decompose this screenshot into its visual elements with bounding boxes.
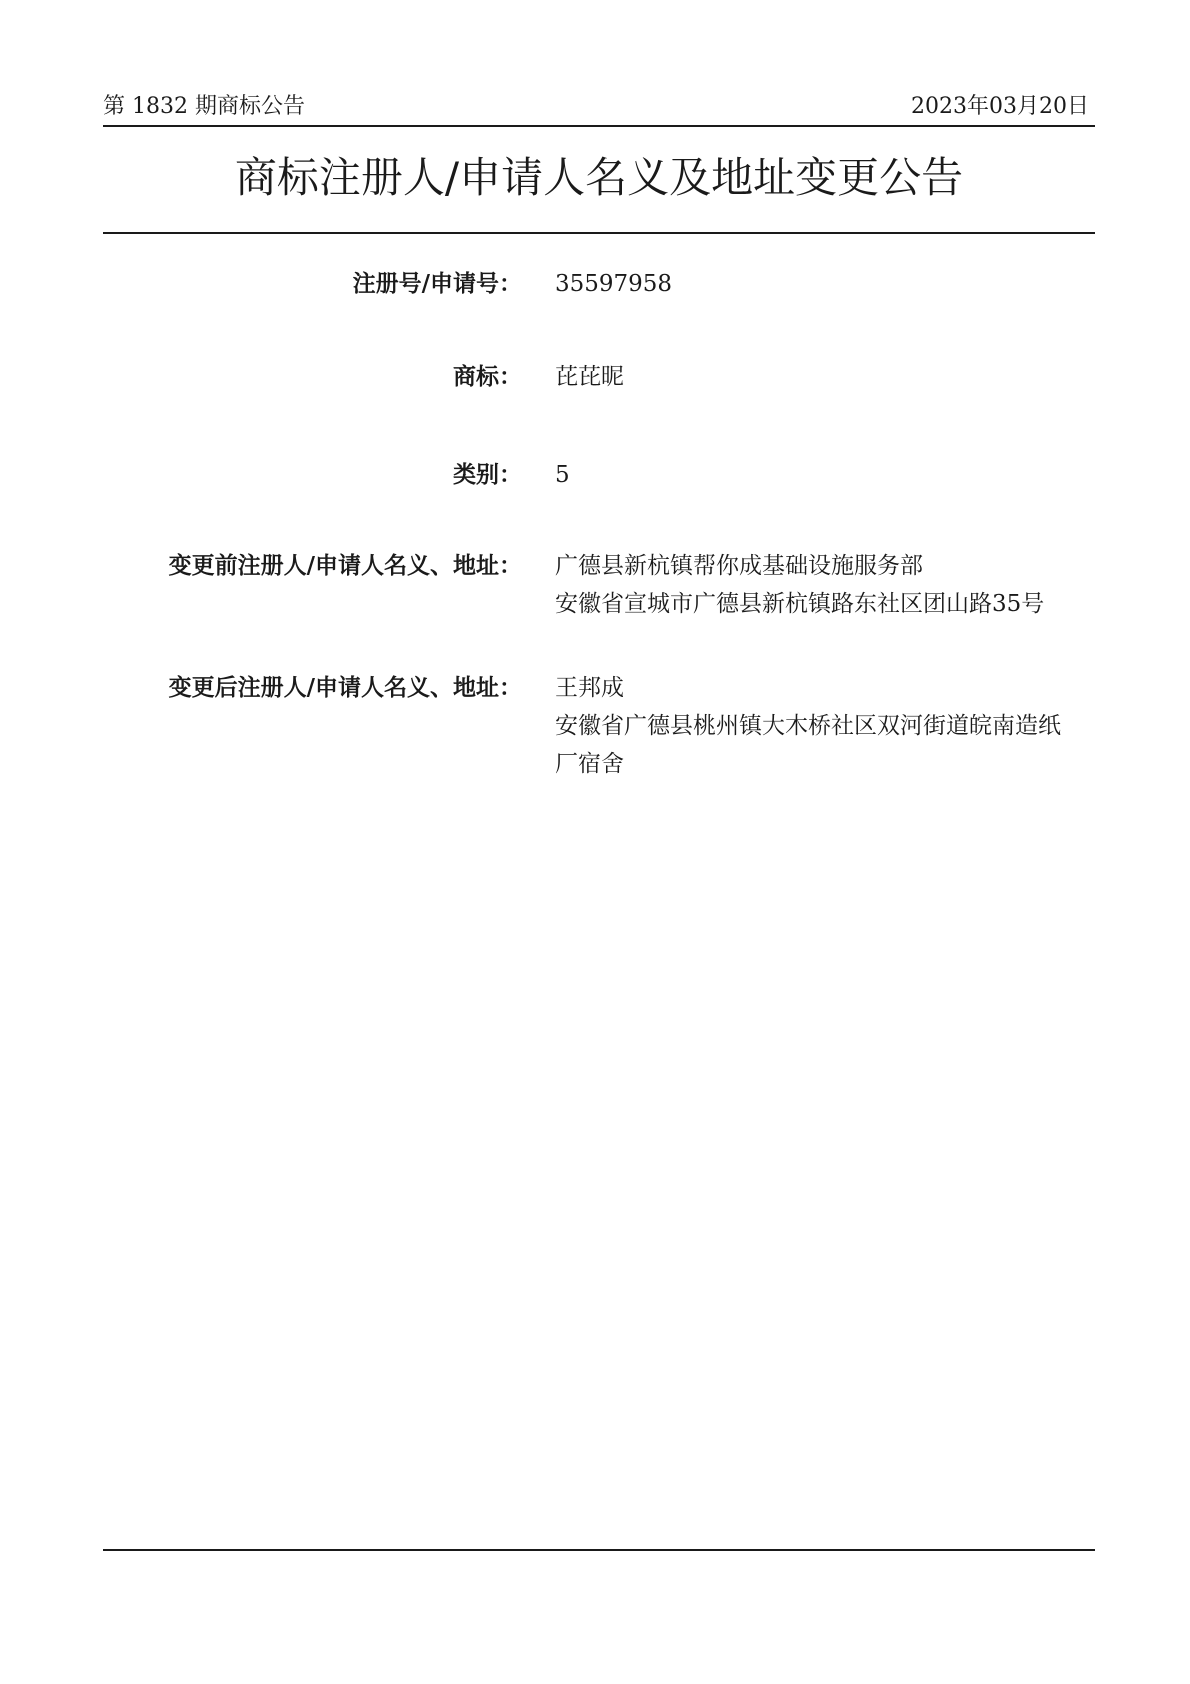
before-change-label: 变更前注册人/申请人名义、地址：: [168, 553, 522, 579]
issue-number: 第 1832 期商标公告: [103, 94, 305, 119]
trademark-label: 商标：: [453, 364, 522, 390]
after-change-value: [555, 669, 1095, 783]
after-change-address-line2: 厂宿舍: [555, 751, 624, 777]
before-change-name: 广德县新杭镇帮你成基础设施服务部: [555, 553, 923, 579]
registration-number-value: [555, 265, 1095, 303]
trademark-text: 芘芘昵: [555, 364, 624, 390]
after-change-name: 王邦成: [555, 675, 624, 701]
before-change-address: 安徽省宣城市广德县新杭镇路东社区团山路35号: [555, 591, 1045, 617]
registration-number-label: 注册号/申请号：: [352, 271, 522, 297]
title-divider: [103, 232, 1095, 234]
footer-divider: [103, 1549, 1095, 1551]
class-text: 5: [555, 462, 570, 488]
class-value: [555, 456, 1095, 494]
page-title: 商标注册人/申请人名义及地址变更公告: [234, 153, 964, 202]
trademark-value: [555, 358, 1095, 396]
class-label: 类别：: [453, 462, 522, 488]
publication-date: 2023年03月20日: [911, 94, 1089, 119]
before-change-value: [555, 547, 1095, 623]
registration-number-text: 35597958: [555, 271, 673, 297]
after-change-address-line1: 安徽省广德县桃州镇大木桥社区双河街道皖南造纸: [555, 713, 1061, 739]
after-change-label: 变更后注册人/申请人名义、地址：: [168, 675, 522, 701]
header-divider: [103, 125, 1095, 127]
